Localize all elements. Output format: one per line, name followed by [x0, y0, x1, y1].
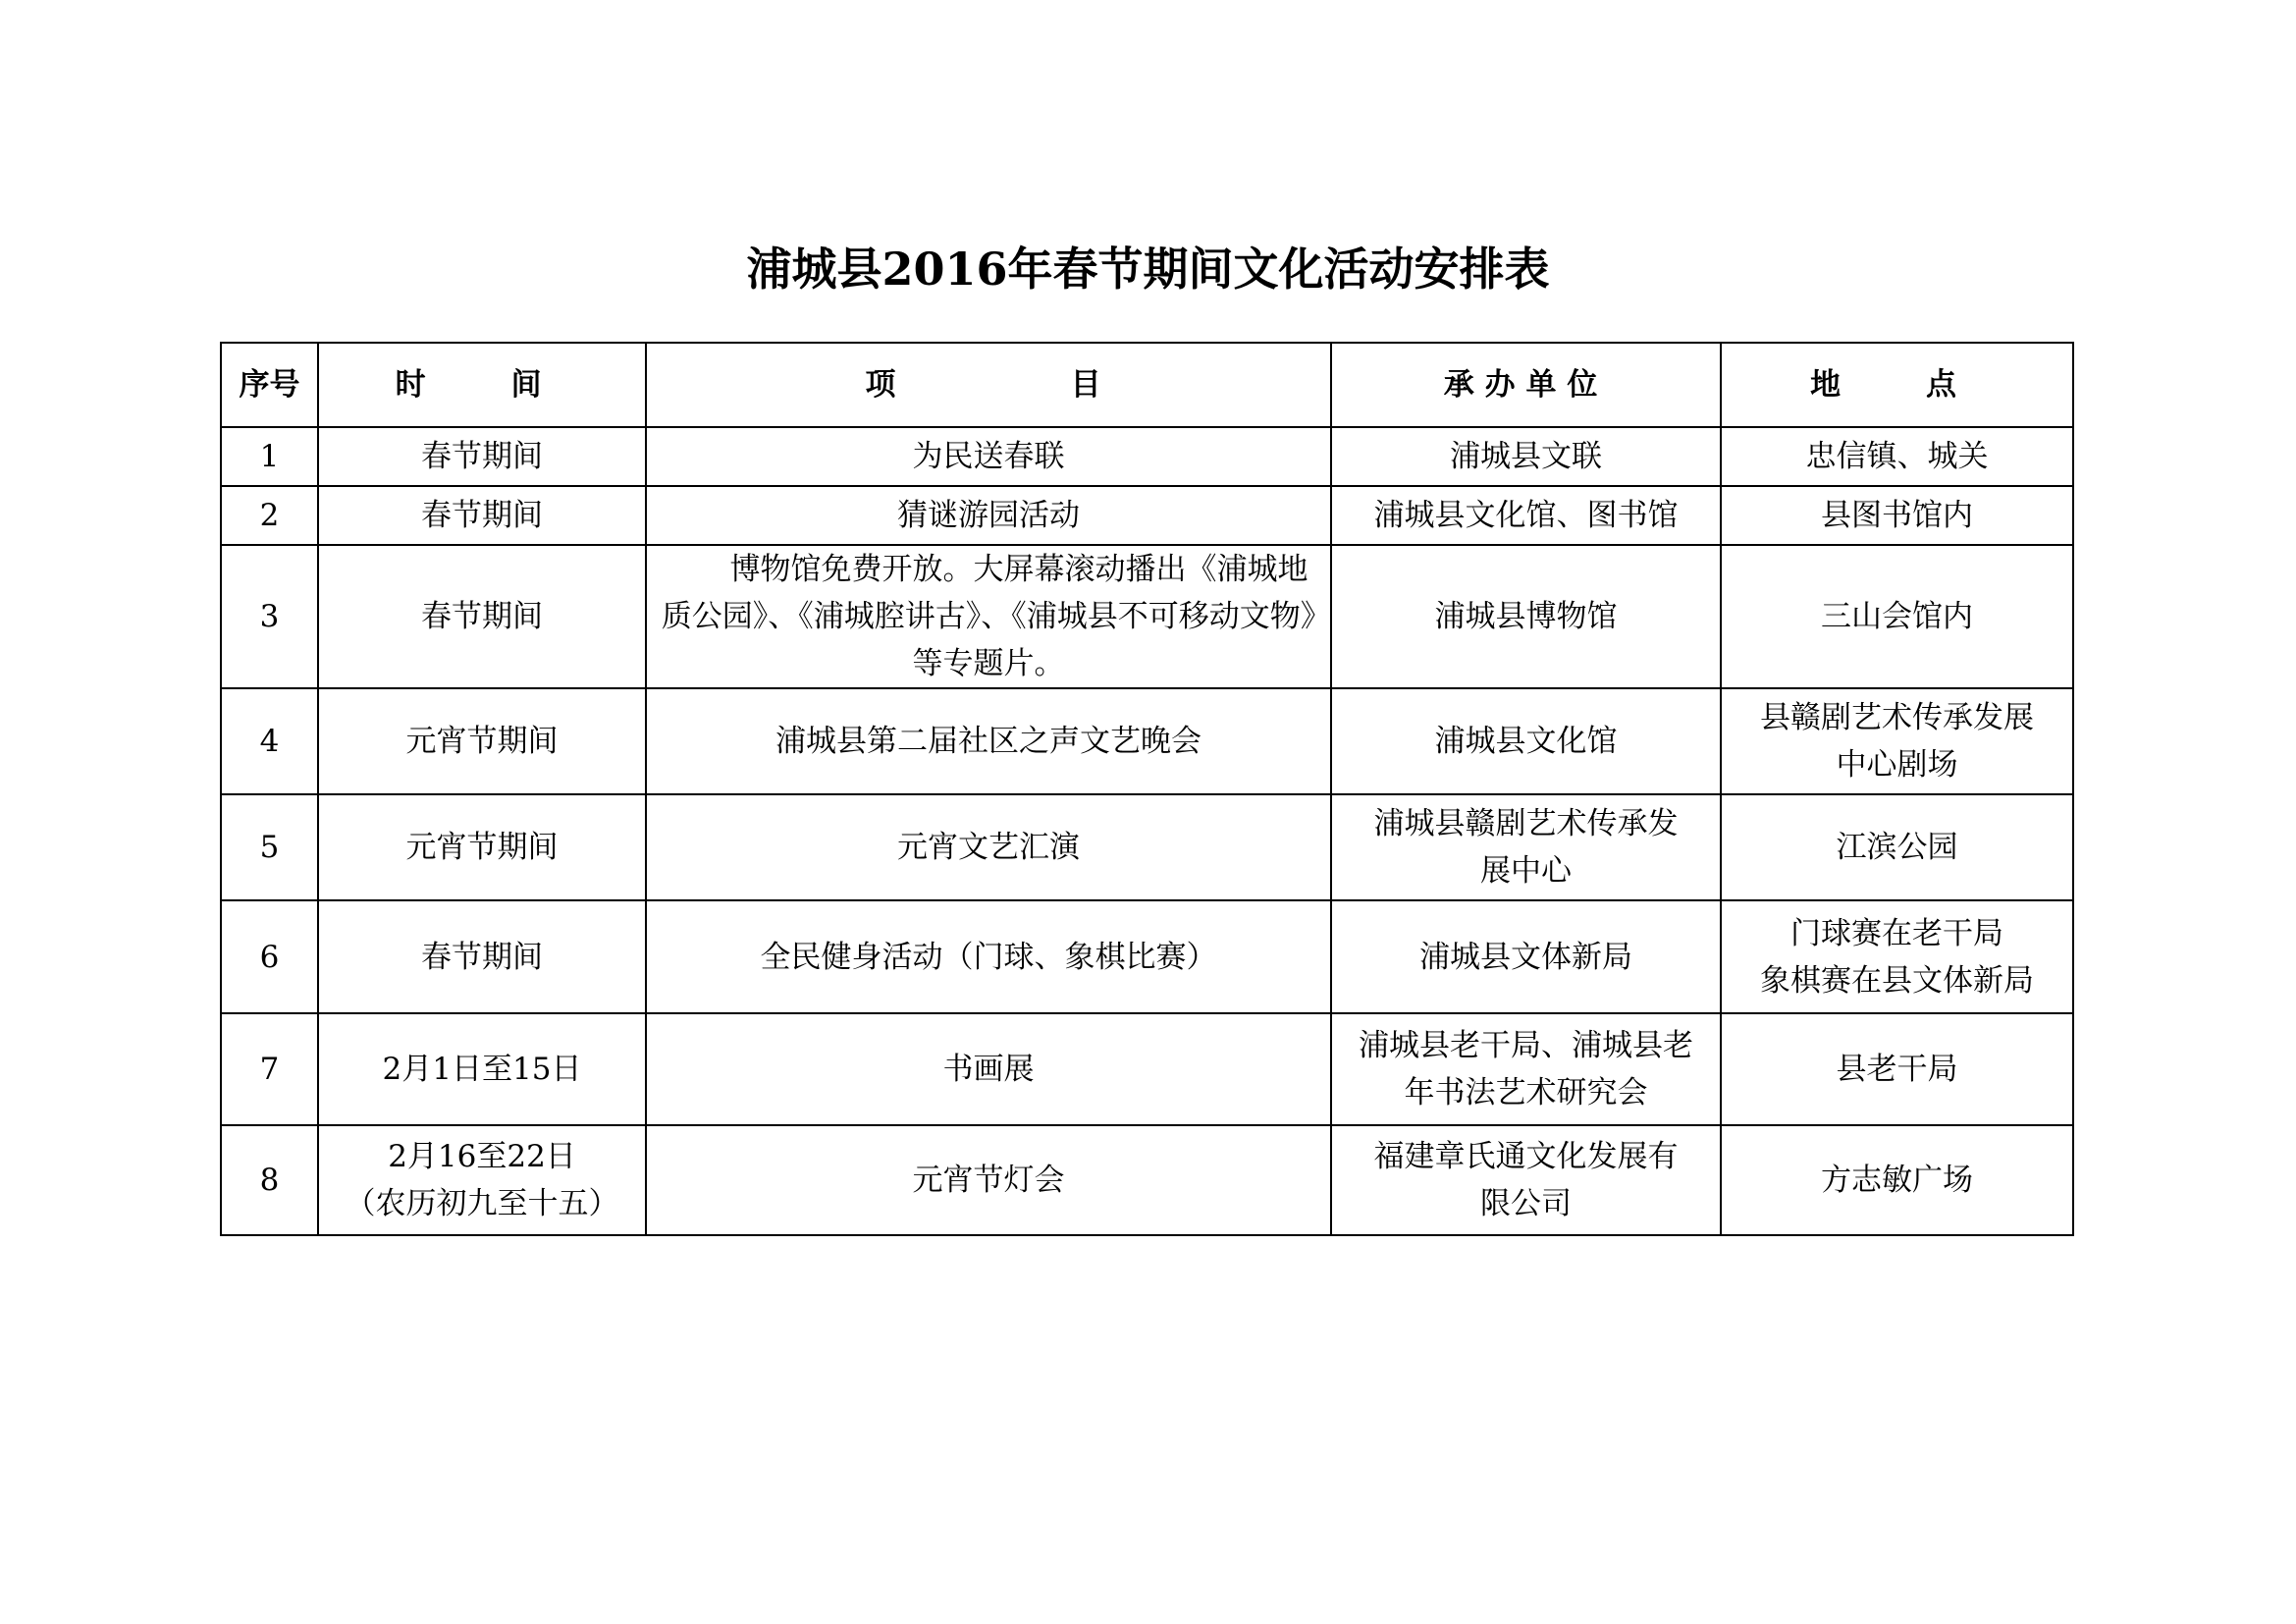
cell-organizer: 浦城县赣剧艺术传承发 展中心: [1331, 794, 1721, 900]
cell-organizer: 浦城县文化馆: [1331, 688, 1721, 794]
cell-project: 博物馆免费开放。大屏幕滚动播出《浦城地质公园》、《浦城腔讲古》、《浦城县不可移动文物》等专题片。: [646, 545, 1331, 688]
cell-location: 门球赛在老干局 象棋赛在县文体新局: [1721, 900, 2073, 1013]
cell-organizer: 浦城县老干局、浦城县老 年书法艺术研究会: [1331, 1013, 1721, 1125]
cell-project: 元宵文艺汇演: [646, 794, 1331, 900]
cell-no: 7: [221, 1013, 318, 1125]
table-row: [221, 545, 2073, 688]
header-organizer: 承办单位: [1331, 343, 1721, 427]
cell-no: 2: [221, 486, 318, 545]
cell-project: 全民健身活动（门球、象棋比赛）: [646, 900, 1331, 1013]
cell-location: 县图书馆内: [1721, 486, 2073, 545]
cell-time: 春节期间: [318, 545, 646, 688]
cell-no: 6: [221, 900, 318, 1013]
table-row: [221, 900, 2073, 1013]
table-row: [221, 427, 2073, 486]
cell-organizer: 浦城县文体新局: [1331, 900, 1721, 1013]
cell-time: 春节期间: [318, 486, 646, 545]
cell-location: 县赣剧艺术传承发展 中心剧场: [1721, 688, 2073, 794]
cell-organizer: 浦城县文联: [1331, 427, 1721, 486]
cell-no: 3: [221, 545, 318, 688]
table-row: [221, 486, 2073, 545]
cell-project: 书画展: [646, 1013, 1331, 1125]
cell-organizer: 浦城县文化馆、图书馆: [1331, 486, 1721, 545]
cell-time: 元宵节期间: [318, 688, 646, 794]
cell-time: 春节期间: [318, 427, 646, 486]
cell-time: 2月1日至15日: [318, 1013, 646, 1125]
cell-no: 1: [221, 427, 318, 486]
cell-organizer: 浦城县博物馆: [1331, 545, 1721, 688]
schedule-table: [220, 342, 2074, 1236]
table-header-row: [221, 343, 2073, 427]
cell-location: 三山会馆内: [1721, 545, 2073, 688]
page-title: 浦城县2016年春节期间文化活动安排表: [746, 243, 1550, 296]
cell-organizer: 福建章氏通文化发展有 限公司: [1331, 1125, 1721, 1235]
table-row: [221, 794, 2073, 900]
table-row: [221, 1125, 2073, 1235]
cell-project: 浦城县第二届社区之声文艺晚会: [646, 688, 1331, 794]
cell-no: 8: [221, 1125, 318, 1235]
cell-project: 元宵节灯会: [646, 1125, 1331, 1235]
table-row: [221, 1013, 2073, 1125]
header-time: 时 间: [318, 343, 646, 427]
cell-time: 元宵节期间: [318, 794, 646, 900]
cell-project: 猜谜游园活动: [646, 486, 1331, 545]
cell-location: 县老干局: [1721, 1013, 2073, 1125]
header-project: 项 目: [646, 343, 1331, 427]
cell-location: 方志敏广场: [1721, 1125, 2073, 1235]
cell-location: 忠信镇、城关: [1721, 427, 2073, 486]
cell-location: 江滨公园: [1721, 794, 2073, 900]
header-no: 序号: [221, 343, 318, 427]
cell-time: 2月16至22日 （农历初九至十五）: [318, 1125, 646, 1235]
cell-project: 为民送春联: [646, 427, 1331, 486]
cell-time: 春节期间: [318, 900, 646, 1013]
header-location: 地 点: [1721, 343, 2073, 427]
table-row: [221, 688, 2073, 794]
cell-no: 4: [221, 688, 318, 794]
cell-no: 5: [221, 794, 318, 900]
